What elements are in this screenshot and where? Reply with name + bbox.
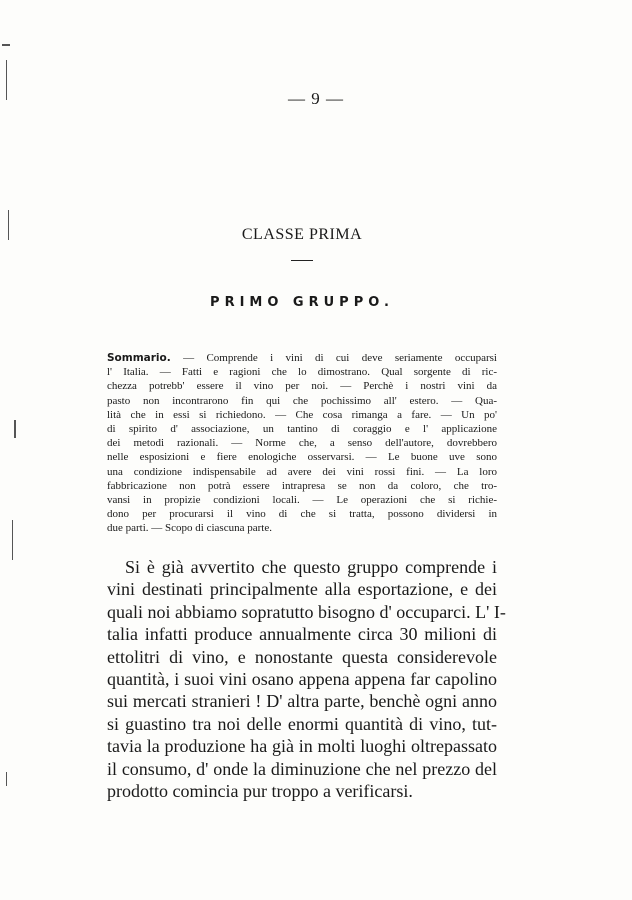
body-line: ettolitri di vino, e nonostante questa considerevole — [107, 646, 497, 667]
summary-lead: Sommario. — [107, 352, 171, 364]
body-line: prodotto comincia pur troppo a verificarsi. — [107, 781, 413, 802]
summary-line: dono per procurarsi il vino di che si tratta, possono dividersi in — [107, 508, 497, 521]
summary-line: lità che in essi si richiedono. — Che cosa rimanga a fare. — Un po' — [107, 408, 497, 421]
body-line: quali noi abbiamo sopratutto bisogno d' occuparci. L' I- — [107, 601, 506, 622]
body-line: sui mercati stranieri ! D' altra parte, benchè ogni anno — [107, 691, 497, 712]
summary-line: dei metodi razionali. — Norme che, a senso dell'autore, dovrebbero — [107, 437, 497, 450]
summary-paragraph — [107, 351, 497, 536]
binding-mark — [2, 44, 10, 46]
body-line: tavia la produzione ha già in molti luoghi oltrepassato — [107, 736, 497, 757]
body-line: si guastino tra noi delle enormi quantità di vino, tut- — [107, 713, 497, 734]
summary-line: chezza potrebb' essere il vino per noi. — Perchè i nostri vini da — [107, 380, 497, 393]
summary-line: fabbricazione non potrà essere intrapresa se non da coloro, che tro- — [107, 479, 497, 492]
binding-mark — [14, 420, 16, 438]
binding-mark — [12, 520, 13, 560]
summary-line: due parti. — Scopo di ciascuna parte. — [107, 522, 272, 535]
body-line: Si è già avvertito che questo gruppo comprende i — [125, 557, 497, 577]
summary-line: una condizione indispensabile ad avere dei vini rossi fini. — La loro — [107, 465, 497, 478]
summary-line: l' Italia. — Fatti e ragioni che lo dimostrano. Qual sorgente di ric- — [107, 366, 497, 379]
summary-line: vansi in propizie condizioni locali. — Le operazioni che si richie- — [107, 494, 497, 507]
summary-line: pasto non incontrarono fin qui che pochissimo all' estero. — Qua- — [107, 394, 497, 407]
summary-line: di spirito d' associazione, un tantino di coraggio e l' applicazione — [107, 423, 497, 436]
binding-mark — [6, 772, 7, 786]
body-line: talia infatti produce annualmente circa 30 milioni di — [107, 624, 497, 645]
summary-line: nelle esposizioni e fiere enologiche osservarsi. — Le buone uve sono — [107, 451, 497, 464]
body-paragraph — [107, 556, 506, 802]
summary-line: Sommario. — Comprende i vini di cui deve seriamente occuparsi — [107, 352, 497, 364]
group-title: PRIMO GRUPPO. — [210, 295, 394, 310]
body-line: il consumo, d' onde la diminuzione che nel prezzo del — [107, 758, 497, 779]
class-title: CLASSE PRIMA — [241, 226, 363, 243]
title-rule — [291, 260, 313, 261]
page-number: — 9 — — [288, 89, 344, 108]
body-line: vini destinati principalmente alla esportazione, e dei — [107, 579, 497, 600]
body-line: quantità, i suoi vini osano appena appena far capolino — [107, 669, 497, 690]
